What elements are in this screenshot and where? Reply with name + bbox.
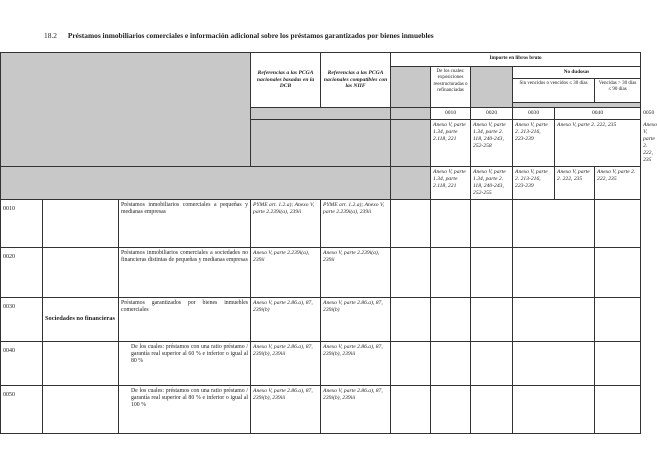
row-code: 0040 <box>1 341 43 385</box>
section-title <box>44 31 434 40</box>
value-cell <box>431 199 471 247</box>
col-code: 0020 <box>471 108 513 120</box>
row-sector-cell <box>43 385 119 433</box>
value-cell <box>431 385 471 433</box>
value-cell <box>431 247 471 297</box>
value-cell <box>471 341 513 385</box>
col-code: 0010 <box>431 108 471 120</box>
table-row <box>1 199 641 247</box>
refs2-blank <box>1 166 391 199</box>
de-los-cuales-header: De los cuales: exposiciones reestructuradas o refinanciadas <box>431 67 471 108</box>
value-cell <box>513 297 595 341</box>
row-label: De los cuales: préstamos con una ratio préstamo / garantía real superior al 80 % e inferior o igual al 100 % <box>119 385 251 433</box>
col-ref: Anexo V, parte 1.34, parte 2. 118, 240-243, 252-255 <box>471 166 513 199</box>
row-code: 0030 <box>1 297 43 341</box>
sin-vencidos-header: Sin vencidos o vencidos ≤ 30 días <box>513 79 595 103</box>
codes-blank <box>251 108 391 120</box>
row-ref-niif: Anexo V, parte 2.86.a), 87, 239i(b), 239iii <box>321 341 391 385</box>
sector-label: Sociedades no financieras <box>43 297 119 341</box>
refs2-gap <box>391 166 431 199</box>
value-cell <box>513 385 595 433</box>
row-ref-niif: Anexo V, parte 2.86.a), 87, 239i(b) <box>321 297 391 341</box>
table-row <box>1 385 641 433</box>
header-blank <box>1 53 251 167</box>
no-dudosas-header: No dudosas <box>513 67 641 79</box>
value-cell <box>431 341 471 385</box>
value-cell <box>471 199 513 247</box>
col-ref: Anexo V, parte 1.34, parte 2.118, 221 <box>431 166 471 199</box>
ref-dce-header: Referencias a las PCGA nacionales basadas en la DCB <box>251 53 321 108</box>
ref-niif-header: Referencias a las PCGA nacionales compatibles con las NIIF <box>321 53 391 108</box>
table-row <box>1 297 641 341</box>
col-code: 0030 <box>513 108 555 120</box>
row-ref-niif: Anexo V, parte 2.86.a), 87, 239i(b), 239iii <box>321 385 391 433</box>
value-cell <box>471 385 513 433</box>
value-cell <box>391 341 431 385</box>
value-cell <box>595 385 641 433</box>
row-label: Préstamos garantizados por bienes inmuebles comerciales <box>119 297 251 341</box>
row-ref-niif: Anexo V, parte 2.239i(a), 239ii <box>321 247 391 297</box>
importe-header: Importe en libros bruto <box>391 53 641 67</box>
row-code: 0020 <box>1 247 43 297</box>
value-cell <box>431 297 471 341</box>
header-gap <box>391 67 431 108</box>
row-label: Préstamos inmobiliarios comerciales a sociedades no financieras distintas de pequeñas y medianas empresas <box>119 247 251 297</box>
col-ref: Anexo V, parte 1.34, parte 2. 118, 240-243, 252-258 <box>471 119 513 166</box>
header-gap-2 <box>471 67 513 108</box>
row-ref-dce: Anexo V, parte 2.86.a), 87, 239i(b) <box>251 297 321 341</box>
col-ref: Anexo V, parte 2. 222, 235 <box>595 166 641 199</box>
col-ref: Anexo V, parte 2. 222, 235 <box>555 166 595 199</box>
value-cell <box>595 199 641 247</box>
codes-gap <box>391 108 431 120</box>
value-cell <box>595 247 641 297</box>
row-ref-niif: PYME art. 1.2.a); Anexo V, parte 2.239i(a), 239ii <box>321 199 391 247</box>
row-ref-dce: Anexo V, parte 2.239i(a), 239ii <box>251 247 321 297</box>
section-heading: Préstamos inmobiliarios comerciales e información adicional sobre los préstamos garantizados por bienes inmuebles <box>67 31 434 40</box>
value-cell <box>513 247 595 297</box>
refs-blank <box>251 119 391 166</box>
row-code: 0050 <box>1 385 43 433</box>
value-cell <box>595 297 641 341</box>
col-ref: Anexo V, parte 2. 213-216, 223-239 <box>513 166 555 199</box>
row-ref-dce: PYME art. 1.2.a); Anexo V, parte 2.239i(a), 239ii <box>251 199 321 247</box>
value-cell <box>391 247 431 297</box>
row-label: Préstamos inmobiliarios comerciales a pequeñas y medianas empresas <box>119 199 251 247</box>
value-cell <box>471 247 513 297</box>
value-cell <box>471 297 513 341</box>
row-ref-dce: Anexo V, parte 2.86.a), 87, 239i(b), 239iii <box>251 341 321 385</box>
refs-gap <box>391 119 431 166</box>
row-code: 0010 <box>1 199 43 247</box>
value-cell <box>513 341 595 385</box>
value-cell <box>595 341 641 385</box>
row-sector-cell <box>43 247 119 297</box>
value-cell <box>391 297 431 341</box>
table-row <box>1 341 641 385</box>
col-ref: Anexo V, parte 2. 213-216, 223-239 <box>513 119 555 166</box>
col-ref: Anexo V, parte 1.34, parte 2.118, 221 <box>431 119 471 166</box>
section-number: 18.2 <box>44 31 57 40</box>
value-cell <box>391 199 431 247</box>
report-table: Referencias a las PCGA nacionales basadas en la DCB Referencias a las PCGA nacionales compatibles con las NIIF Importe en libros bruto De los cuales: exposiciones reestructuradas o refinanciadas No dudosas Sin vencidos o vencidos ≤ 30 días Vencidas > 30 días ≤ 90 días 0010 0020 0030 0040 0050 Anexo V, parte 1.34, parte 2.118, 221 Anexo V, parte 1.34, parte 2. 118, 240-243, 252-258 Anexo V, parte 2. 213-216, 223-239 Anexo V, parte 2. 222, 235 Anexo V, parte 2. 222, 235 Anexo V, parte 1.34, parte 2.118, 221 Anexo V, parte 1.34, parte 2. 118, 240-243, 252-255 Anexo V, parte 2. 213-216, 223-239 Anexo V, parte 2. 222, 235 Anexo V, parte 2. 222, 235 0010 Préstamos inmobiliarios comerciales a pequeñas y medianas empresas PYME art. 1.2.a); Anexo V, parte 2.239i(a), 239ii PYME art. 1.2.a); Anexo V, parte 2.239i(a), 239ii 0020 Préstamos inmobiliarios comerciales a sociedades no financieras distintas de pequeñas y medianas empresas Anexo V, parte 2.239i(a), 239ii Anexo V, parte 2.239i(a), 239ii 0030 Sociedades no financieras Préstamos garantizados por bienes inmuebles comerciales Anexo V, parte 2.86.a), 87, 239i(b) Anexo V, parte 2.86.a), 87, 239i(b) 0040 De los cuales: préstamos con una ratio préstamo / garantía real superior al 60 % e inferior o igual al 80 % Anexo V, parte 2.86.a), 87, 239i(b), 239iii Anexo V, parte 2.86.a), 87, 239i(b), 239iii 0050 De los cuales: préstamos con una ratio préstamo / garantía real superior al 80 % e inferior o igual al 100 % Anexo V, parte 2.86.a), 87, 239i(b), 239iii Anexo V, parte 2.86.a), 87, 239i(b), 239iii <box>0 52 641 434</box>
col-ref: Anexo V, parte 2. 222, 235 <box>555 119 641 166</box>
row-label: De los cuales: préstamos con una ratio préstamo / garantía real superior al 60 % e inferior o igual al 80 % <box>119 341 251 385</box>
col-code: 0040 <box>555 108 641 120</box>
table-row <box>1 247 641 297</box>
value-cell <box>513 199 595 247</box>
row-sector-cell <box>43 341 119 385</box>
vencidos-header: Vencidas > 30 días ≤ 90 días <box>595 79 641 103</box>
value-cell <box>391 385 431 433</box>
row-sector-cell <box>43 199 119 247</box>
row-ref-dce: Anexo V, parte 2.86.a), 87, 239i(b), 239iii <box>251 385 321 433</box>
